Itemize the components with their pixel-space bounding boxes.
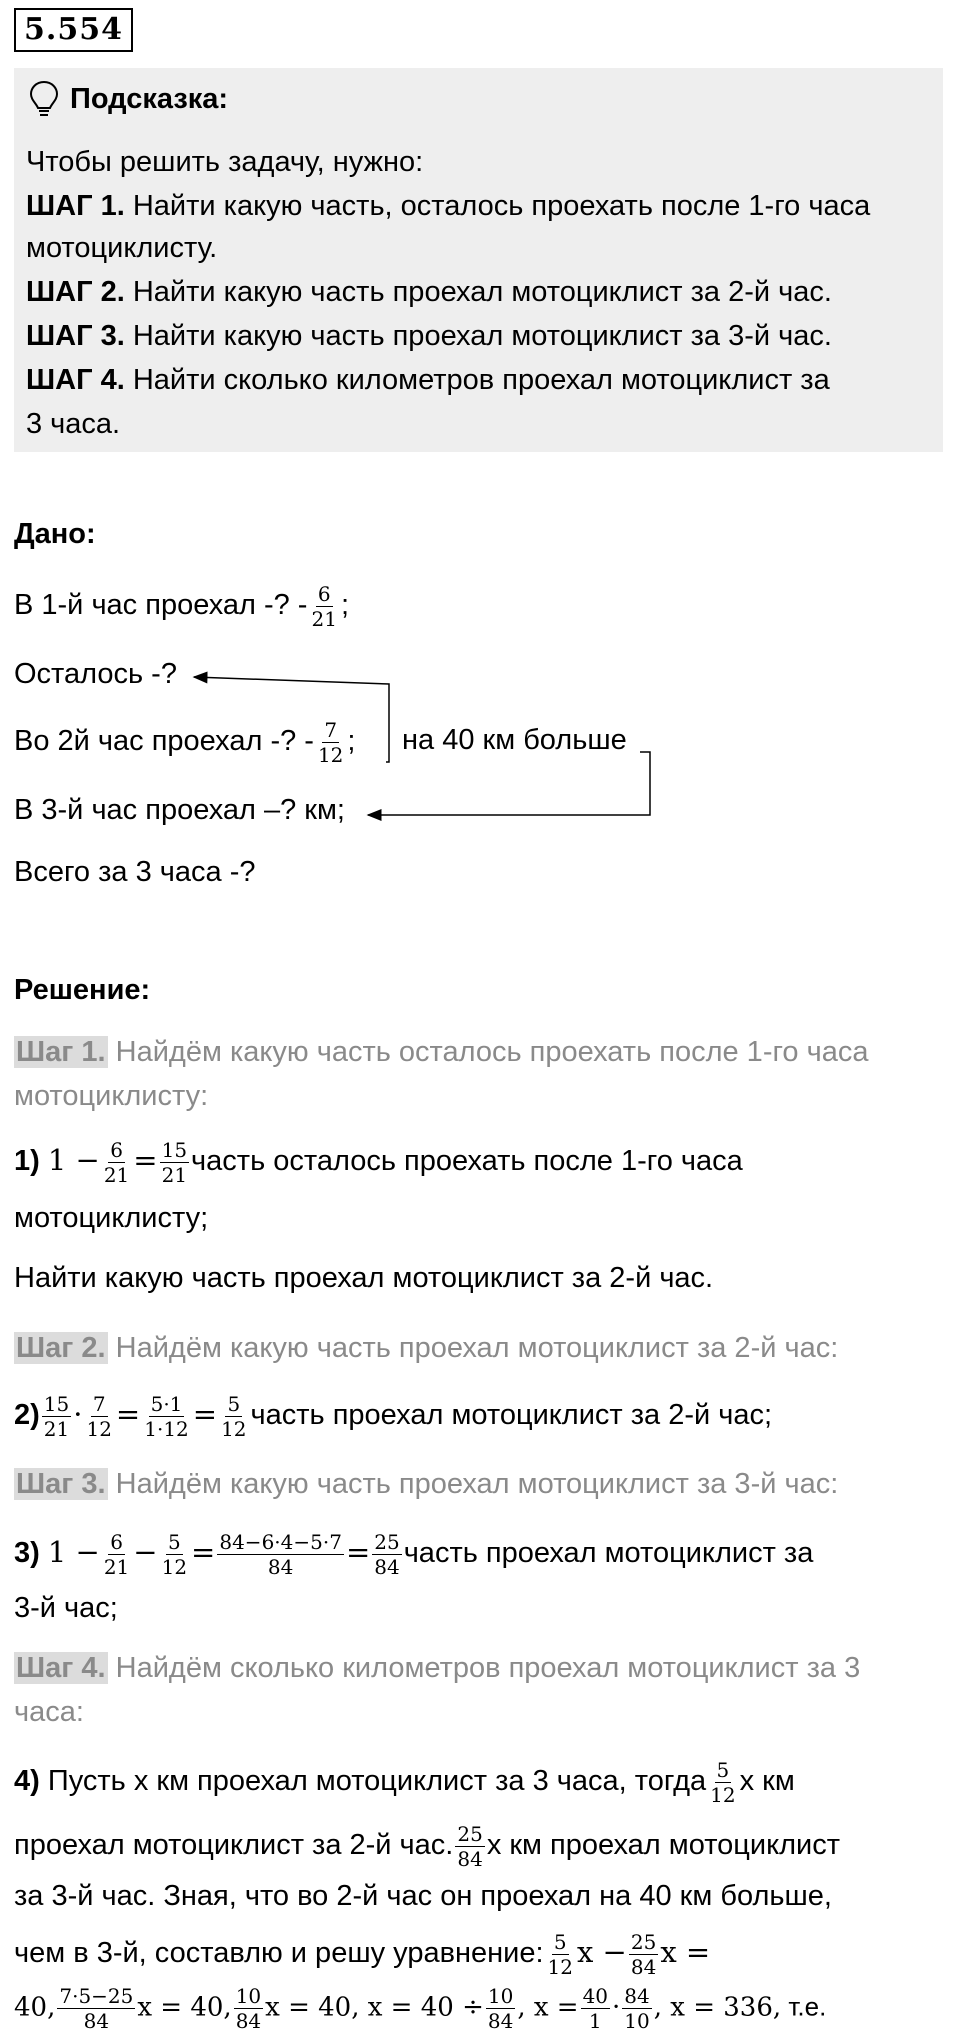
fraction-numerator: 5	[227, 1392, 241, 1416]
fraction-denominator: 84	[235, 2009, 262, 2033]
problem-number: 5.554	[14, 8, 133, 52]
given-line-2: Осталось -?	[14, 658, 177, 690]
hint-step-1-cont: мотоциклисту.	[26, 232, 218, 264]
solution-1-extra: Найти какую часть проехал мотоциклист за 2-й час.	[14, 1262, 714, 1294]
step-1-text: Найдём какую часть осталось проехать после 1-го часа	[107, 1036, 869, 1068]
fraction	[57, 1984, 135, 2033]
fraction-denominator: 21	[43, 1417, 70, 1441]
step-1-header	[14, 1030, 868, 1074]
fraction-numerator: 6	[317, 582, 331, 606]
fraction-denominator: 12	[161, 1555, 188, 1579]
fraction	[708, 1758, 737, 1807]
fraction-denominator: 84	[457, 1847, 483, 1871]
given-line-1-text: В 1-й час проехал -? -	[14, 589, 308, 622]
fraction-numerator: 40	[582, 1984, 609, 2008]
solution-2-text: часть проехал мотоциклист за 2-й час;	[250, 1399, 773, 1432]
math-expr: , x = 336,	[653, 1992, 782, 2023]
fraction-numerator: 6	[110, 1138, 123, 1162]
solution-3-text: часть проехал мотоциклист за	[403, 1537, 814, 1570]
step-4-text: Найдём сколько километров проехал мотоциклист за 3	[107, 1652, 861, 1684]
given-line-3-end: ;	[347, 725, 356, 758]
math-expr: x =	[660, 1935, 711, 1970]
hint-step-2-label: ШАГ 2.	[26, 276, 125, 308]
fraction-numerator: 7	[92, 1392, 106, 1416]
solution-1-text: часть осталось проехать после 1-го часа	[191, 1145, 743, 1178]
fraction-numerator: 5	[716, 1758, 730, 1782]
solution-1-cont: мотоциклисту;	[14, 1202, 209, 1234]
step-2-text: Найдём какую часть проехал мотоциклист за 2-й час:	[107, 1332, 839, 1364]
fraction-denominator: 21	[311, 607, 337, 631]
hint-intro: Чтобы решить задачу, нужно:	[26, 146, 424, 178]
fraction-denominator: 84	[83, 2009, 110, 2033]
math-expr: 40,	[14, 1992, 56, 2023]
fraction-denominator: 12	[221, 1417, 247, 1441]
math-expr: 1 −	[47, 1143, 100, 1178]
solution-3	[14, 1530, 813, 1579]
step-2-label: Шаг 2.	[16, 1332, 106, 1364]
solution-2	[14, 1392, 772, 1441]
step-3-label: Шаг 3.	[16, 1468, 106, 1500]
hint-step-1-label: ШАГ 1.	[26, 190, 125, 222]
solution-3-cont: 3-й час;	[14, 1592, 118, 1624]
fraction	[217, 1530, 344, 1579]
fraction	[629, 1930, 658, 1979]
given-line-1-end: ;	[340, 589, 349, 622]
fraction-numerator: 7·5−25	[59, 1984, 134, 2008]
fraction	[455, 1822, 484, 1871]
fraction-numerator: 5·1	[150, 1392, 183, 1416]
fraction	[622, 1984, 651, 2033]
math-expr: 1 −	[47, 1535, 100, 1570]
hint-step-4-text: Найти сколько километров проехал мотоциклист за	[124, 364, 830, 396]
fraction-denominator: 84	[487, 2009, 514, 2033]
solution-4-text: чем в 3-й, составлю и решу уравнение:	[14, 1937, 544, 1970]
math-minus: −	[133, 1535, 158, 1570]
fraction-denominator: 84	[267, 1555, 294, 1579]
solution-4-line-3: за 3-й час. Зная, что во 2-й час он проехал на 40 км больше,	[14, 1880, 832, 1912]
fraction-numerator: 25	[457, 1822, 483, 1846]
fraction-denominator: 21	[103, 1555, 130, 1579]
solution-4-number: 4)	[14, 1765, 40, 1798]
step-4-header	[14, 1646, 860, 1690]
step-3-text: Найдём какую часть проехал мотоциклист за 3-й час:	[107, 1468, 839, 1500]
step-1-label: Шаг 1.	[16, 1036, 106, 1068]
fraction-numerator: 15	[43, 1392, 70, 1416]
fraction-denominator: 12	[547, 1955, 573, 1979]
solution-4-text: проехал мотоциклист за 2-й час.	[14, 1829, 454, 1862]
solution-4-text: Пусть x км проехал мотоциклист за 3 часа, тогда	[39, 1765, 707, 1798]
fraction-denominator: 21	[103, 1163, 130, 1187]
math-expr: , x =	[517, 1992, 579, 2023]
step-4-header-cont: часа:	[14, 1696, 84, 1728]
fraction	[234, 1984, 263, 2033]
solution-4-line-2	[14, 1822, 840, 1871]
given-title: Дано:	[14, 518, 96, 550]
fraction-denominator: 84	[630, 1955, 657, 1979]
fraction	[581, 1984, 610, 2033]
math-dot: ·	[73, 1397, 83, 1432]
solution-1-number: 1)	[14, 1145, 40, 1178]
remaining-bracket-arrow	[194, 677, 389, 762]
step-3-header	[14, 1462, 838, 1506]
fraction	[372, 1530, 401, 1579]
given-line-4: В 3-й час проехал –? км;	[14, 794, 345, 826]
fraction-denominator: 10	[624, 2009, 650, 2033]
solution-title: Решение:	[14, 974, 151, 1006]
fraction	[160, 1530, 189, 1579]
given-line-3-text: Во 2й час проехал -? -	[14, 725, 314, 758]
hint-step-4-label: ШАГ 4.	[26, 364, 125, 396]
fraction-denominator: 84	[374, 1555, 400, 1579]
solution-4-line-5	[14, 1984, 826, 2033]
math-equals: =	[345, 1535, 371, 1570]
fraction-denominator: 12	[317, 743, 344, 767]
solution-2-number: 2)	[14, 1399, 40, 1432]
fraction-denominator: 21	[161, 1163, 188, 1187]
given-line-5: Всего за 3 часа -?	[14, 856, 256, 888]
math-dot: ·	[612, 1992, 621, 2023]
math-expr: x = 40, x = 40 ÷	[265, 1992, 484, 2023]
fraction	[546, 1930, 575, 1979]
fraction-denominator: 12	[710, 1783, 736, 1807]
solution-4-text: x км проехал мотоциклист	[486, 1829, 841, 1862]
fraction-numerator: 84−6·4−5·7	[219, 1530, 342, 1554]
fraction	[42, 1392, 71, 1441]
fraction	[102, 1530, 131, 1579]
fraction-numerator: 10	[235, 1984, 262, 2008]
solution-3-number: 3)	[14, 1537, 40, 1570]
fraction-numerator: 84	[624, 1984, 650, 2008]
fraction-numerator: 25	[630, 1930, 657, 1954]
math-equals: =	[191, 1535, 216, 1570]
math-equals: =	[133, 1143, 158, 1178]
hint-step-3-label: ШАГ 3.	[26, 320, 125, 352]
fraction-numerator: 5	[553, 1930, 567, 1954]
fraction	[486, 1984, 515, 2033]
hint-step-4-cont: 3 часа.	[26, 408, 121, 440]
math-expr: x −	[576, 1935, 627, 1970]
fraction-numerator: 5	[167, 1530, 181, 1554]
step-2-header	[14, 1326, 838, 1370]
math-equals: =	[115, 1397, 141, 1432]
hint-title-text: Подсказка:	[70, 82, 229, 115]
fraction	[142, 1392, 191, 1441]
solution-4-line-1	[14, 1758, 795, 1807]
fraction-denominator: 1·12	[144, 1417, 189, 1441]
fraction	[102, 1138, 131, 1187]
hint-step-1-text: Найти какую часть, осталось проехать после 1-го часа	[124, 190, 871, 222]
fraction	[160, 1138, 189, 1187]
step-4-label: Шаг 4.	[16, 1652, 106, 1684]
fraction-numerator: 6	[110, 1530, 123, 1554]
fraction-numerator: 15	[161, 1138, 188, 1162]
solution-4-text: т.е.	[781, 1991, 827, 2022]
km-more-bracket-arrow	[368, 752, 650, 815]
fraction-numerator: 25	[374, 1530, 400, 1554]
fraction-denominator: 1	[588, 2009, 602, 2033]
math-expr: x = 40,	[137, 1992, 232, 2023]
fraction	[219, 1392, 248, 1441]
hint-step-3-text: Найти какую часть проехал мотоциклист за 3-й час.	[124, 320, 832, 352]
solution-4-line-4	[14, 1930, 710, 1979]
fraction	[84, 1392, 113, 1441]
fraction-numerator: 7	[324, 718, 338, 742]
fraction-denominator: 12	[86, 1417, 112, 1441]
fraction-numerator: 10	[487, 1984, 514, 2008]
step-1-header-cont: мотоциклисту:	[14, 1080, 209, 1112]
given-line-3-note: на 40 км больше	[402, 724, 627, 756]
solution-4-text: x км	[739, 1765, 795, 1798]
math-equals: =	[192, 1397, 218, 1432]
solution-1	[14, 1138, 743, 1187]
hint-step-2-text: Найти какую часть проехал мотоциклист за 2-й час.	[124, 276, 832, 308]
